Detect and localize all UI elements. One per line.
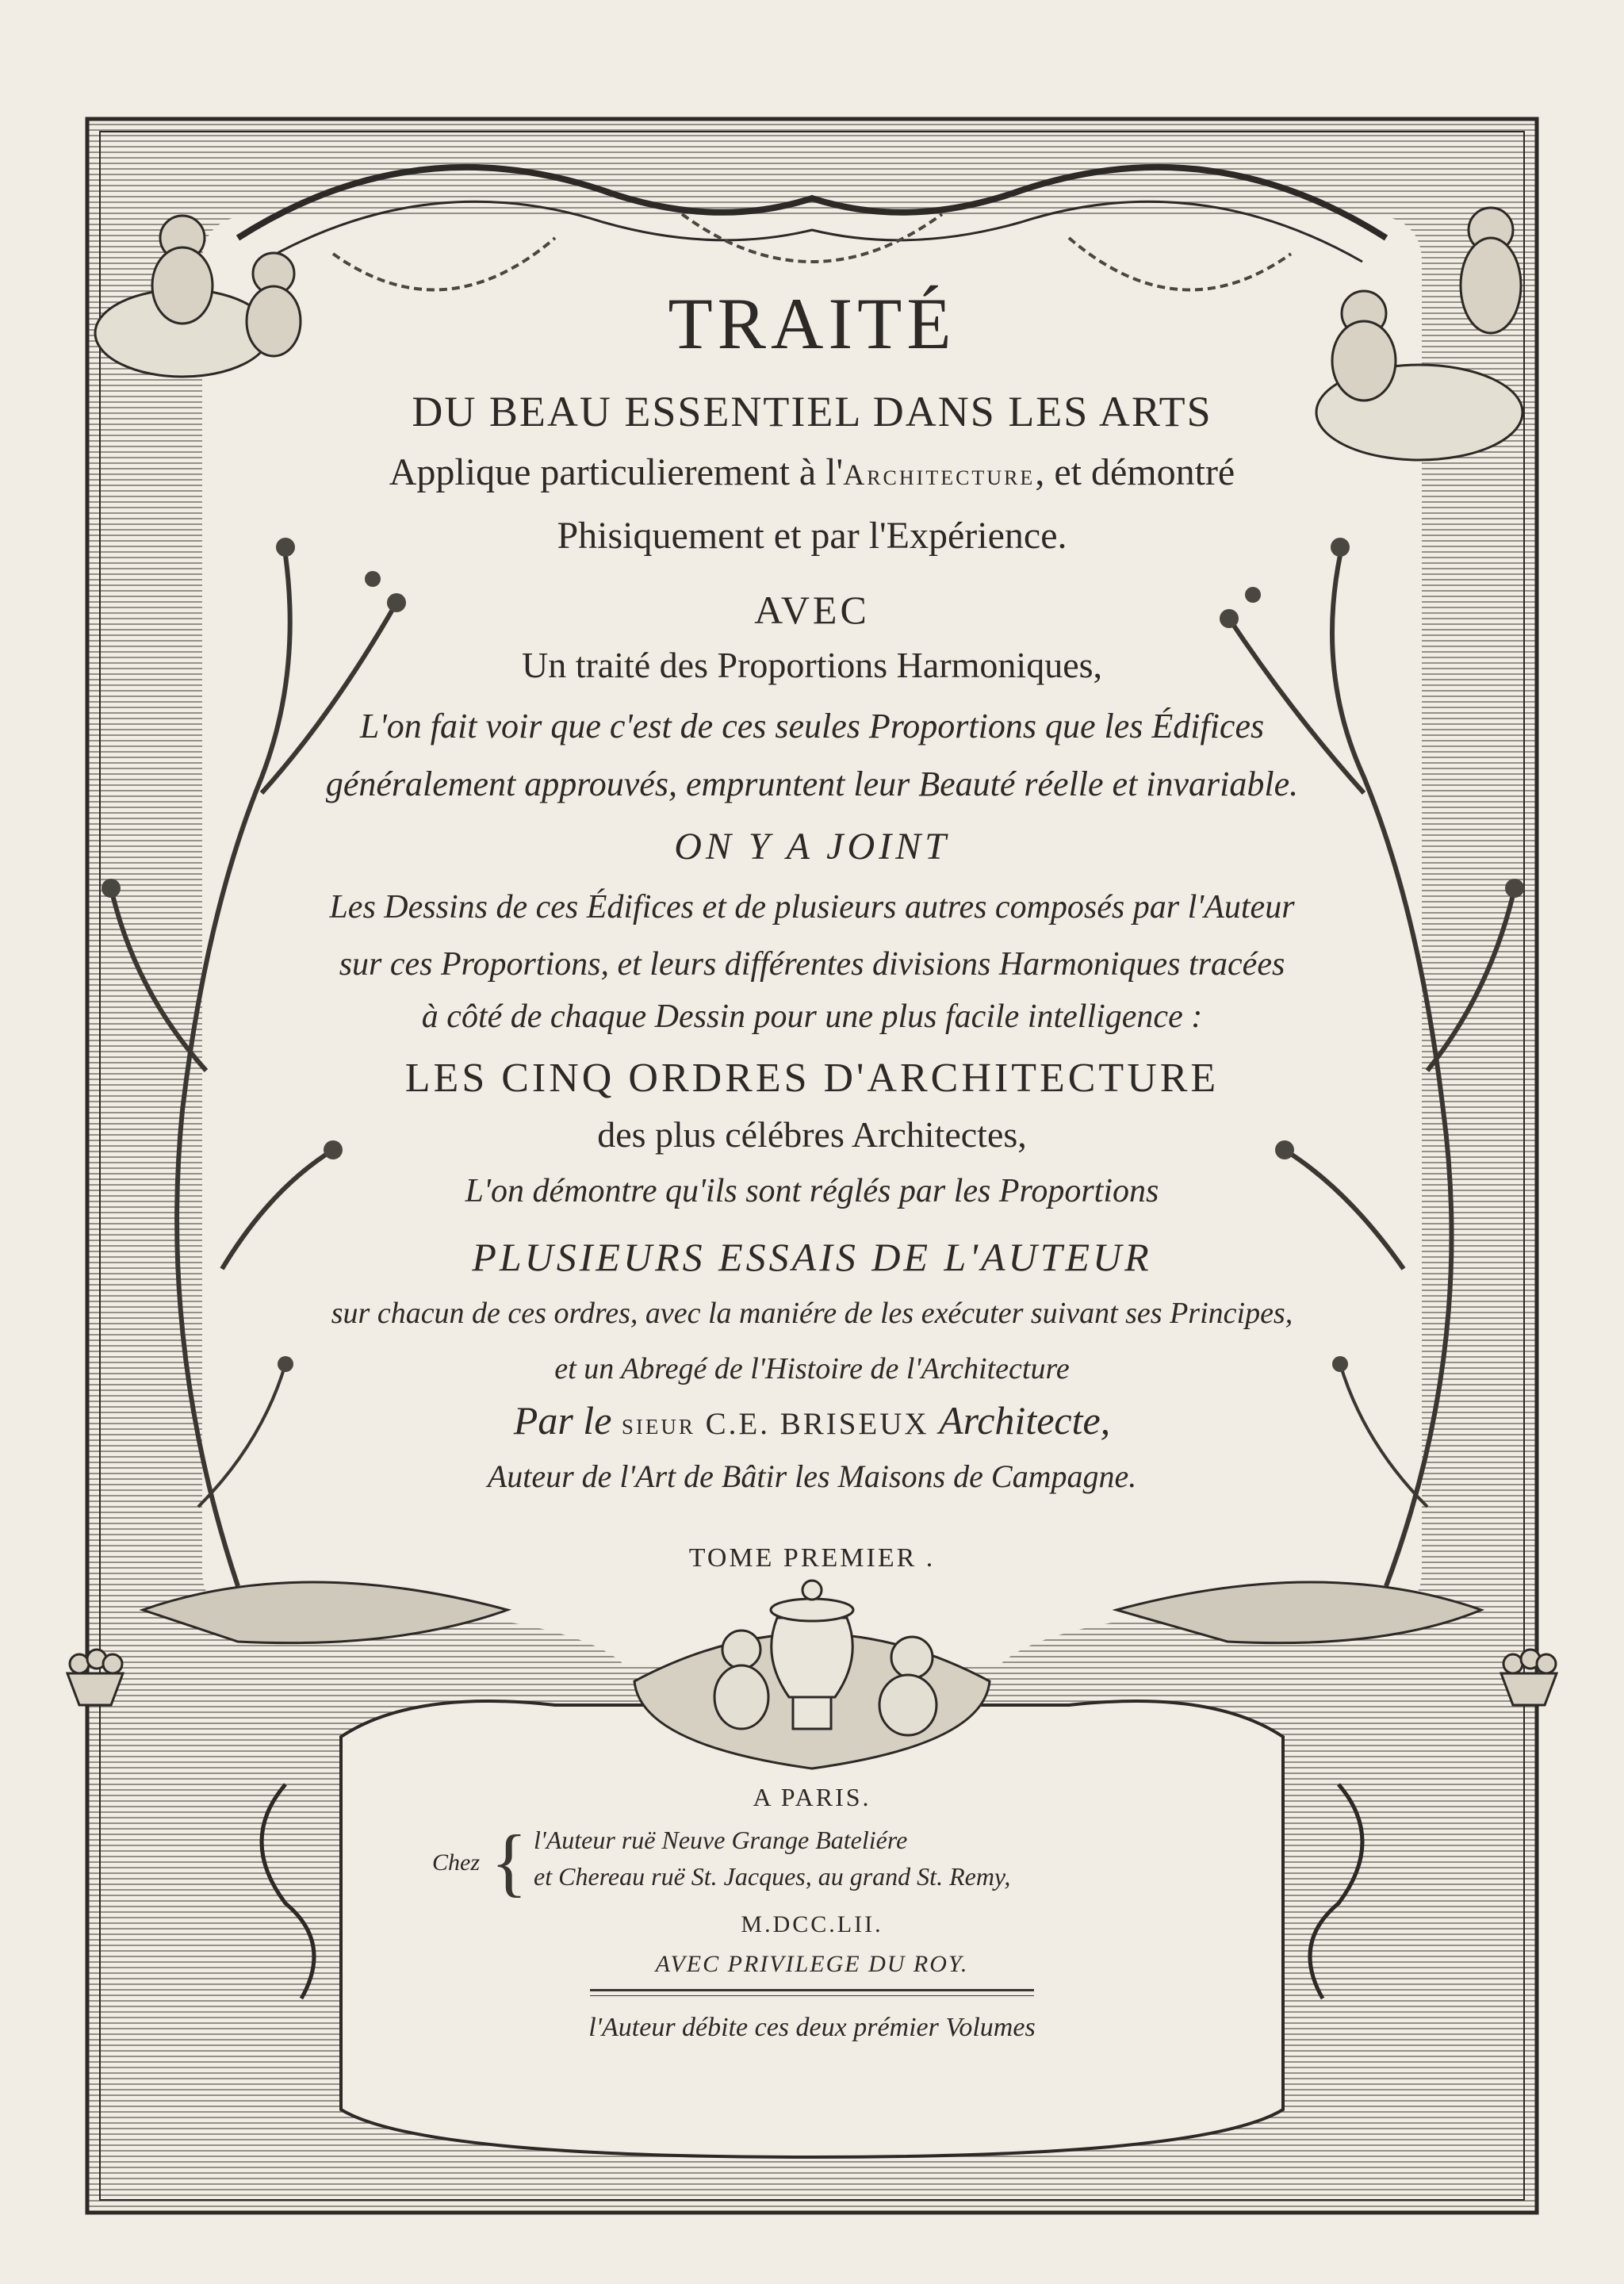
author-credit: Auteur de l'Art de Bâtir les Maisons de Campagne. <box>487 1458 1137 1494</box>
flower-basket-right <box>1501 1650 1557 1705</box>
avec-line-3: généralement approuvés, empruntent leur Beauté réelle et invariable. <box>325 765 1299 803</box>
essais-line-1: sur chacun de ces ordres, avec la maniére de les exécuter suivant ses Principes, <box>331 1297 1293 1330</box>
main-title: TRAITÉ <box>668 283 956 364</box>
divider-rule-thin <box>590 1995 1034 1996</box>
author-par: Par le <box>513 1398 612 1443</box>
joint-line-2: sur ces Proportions, et leurs différentes divisions Harmoniques tracées <box>339 946 1285 983</box>
divider-rule <box>590 1989 1034 1991</box>
brace-glyph: { <box>491 1819 528 1904</box>
orders-line-1: des plus célébres Architectes, <box>597 1114 1027 1155</box>
avec-heading: AVEC <box>754 588 870 632</box>
joint-line-3: à côté de chaque Dessin pour une plus facile intelligence : <box>421 998 1203 1035</box>
tome-label: TOME PREMIER . <box>688 1543 936 1573</box>
volumes-note: l'Auteur débite ces deux prémier Volumes <box>588 2013 1036 2042</box>
author-name: sieur C.E. BRISEUX <box>621 1407 929 1441</box>
subtitle-architecture: Architecture <box>843 459 1036 492</box>
orders-line-2: L'on démontre qu'ils sont réglés par les Proportions <box>465 1173 1159 1209</box>
imprint-address <box>432 1819 1225 1904</box>
essais-line-2: et un Abregé de l'Histoire de l'Architecture <box>554 1352 1070 1385</box>
author-role: Architecte, <box>939 1398 1111 1443</box>
subtitle-line-1: DU BEAU ESSENTIEL DANS LES ARTS <box>412 388 1212 435</box>
essais-heading: PLUSIEURS ESSAIS DE L'AUTEUR <box>472 1235 1152 1279</box>
avec-line-1: Un traité des Proportions Harmoniques, <box>521 645 1103 685</box>
imprint-privilege: AVEC PRIVILEGE DU ROY. <box>655 1951 969 1977</box>
imprint-address-2: et Chereau ruë St. Jacques, au grand St. Remy, <box>534 1862 1011 1891</box>
orders-heading: LES CINQ ORDRES D'ARCHITECTURE <box>404 1056 1220 1101</box>
subtitle-line-2-pre: Applique particulierement à l' <box>389 451 844 493</box>
author-line <box>0 1397 1624 1443</box>
joint-heading: ON Y A JOINT <box>674 826 950 868</box>
subtitle-line-3: Phisiquement et par l'Expérience. <box>557 515 1067 557</box>
subtitle-line-2 <box>0 450 1624 494</box>
imprint-address-1: l'Auteur ruë Neuve Grange Bateliére <box>534 1826 908 1854</box>
imprint-chez: Chez <box>432 1849 480 1876</box>
joint-line-1: Les Dessins de ces Édifices et de plusieurs autres composés par l'Auteur <box>329 889 1295 925</box>
garland-center <box>682 214 942 262</box>
flower-basket-left <box>67 1650 123 1705</box>
imprint-year: M.DCC.LII. <box>741 1911 883 1937</box>
avec-line-2: L'on fait voir que c'est de ces seules Proportions que les Édifices <box>359 707 1265 745</box>
imprint-city: A PARIS. <box>753 1783 871 1811</box>
subtitle-line-2-post: , et démontré <box>1035 451 1235 493</box>
